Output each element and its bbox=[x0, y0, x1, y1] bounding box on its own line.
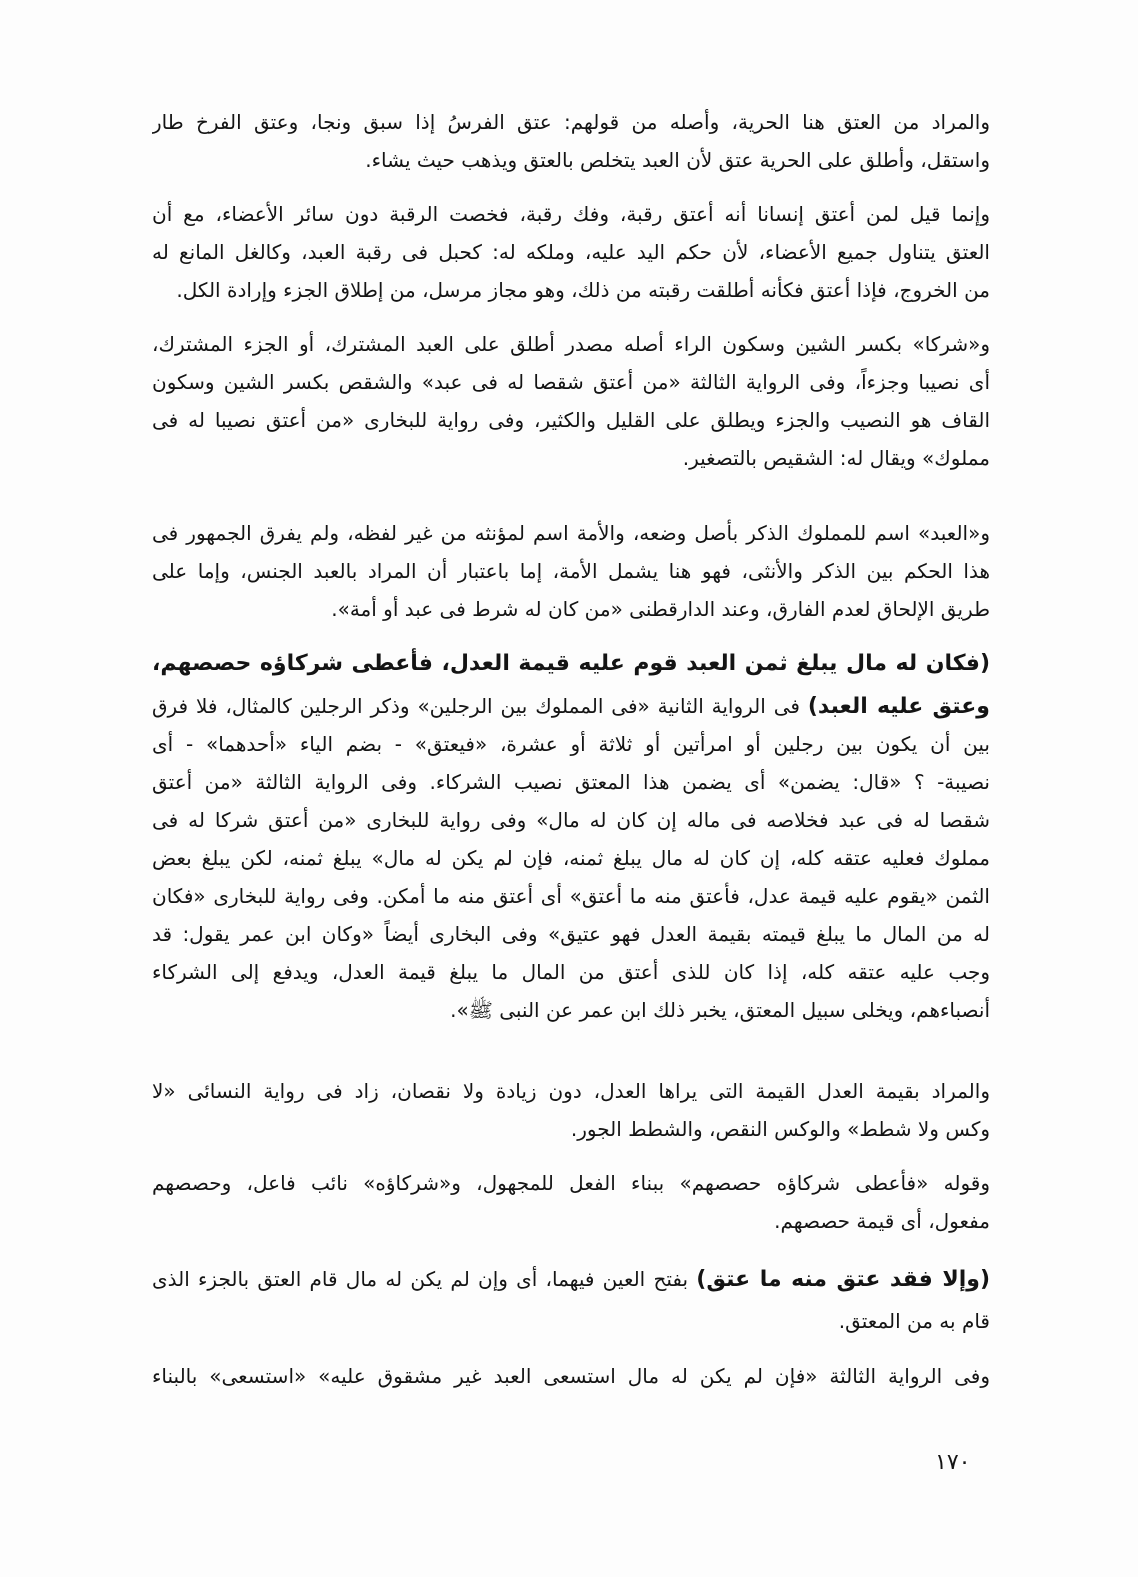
paragraph-line bbox=[152, 1110, 990, 1148]
line-text: وفى الرواية الثالثة «فإن لم يكن له مال استسعى العبد غير مشقوق عليه» «استسعى» بالبناء bbox=[152, 1364, 990, 1388]
line-text: قام به من المعتق. bbox=[838, 1309, 990, 1333]
paragraph-line bbox=[152, 439, 990, 477]
paragraph-line bbox=[152, 1302, 990, 1340]
paragraph-line bbox=[152, 763, 990, 801]
line-text: مفعول، أى قيمة حصصهم. bbox=[774, 1209, 990, 1233]
line-text: شقصا له فى عبد فخلاصه فى ماله إن كان له مال» وفى رواية للبخارى «من أعتق شركا له فى bbox=[152, 808, 990, 832]
paragraph-line bbox=[152, 401, 990, 439]
line-text: مملوك فعليه عتقه كله، إن كان له مال يبلغ ثمنه، فإن لم يكن له مال» يبلغ ثمنه، لكن يبلغ بعض bbox=[152, 846, 990, 870]
paragraph-line bbox=[152, 1260, 990, 1298]
line-text: و«شركا» بكسر الشين وسكون الراء أصله مصدر أطلق على العبد المشترك، أو الجزء المشترك، bbox=[152, 332, 990, 356]
line-text: له من المال ما يبلغ قيمته بقيمة العدل فهو عتيق» وفى البخارى أيضاً «وكان ابن عمر يقول: قد bbox=[152, 922, 990, 946]
line-text: والمراد بقيمة العدل القيمة التى يراها العدل، دون زيادة ولا نقصان، زاد فى رواية النسائى «لا bbox=[152, 1079, 990, 1103]
line-text: وكس ولا شطط» والوكس النقص، والشطط الجور. bbox=[570, 1117, 990, 1141]
paragraph-line bbox=[152, 953, 990, 991]
line-text: واستقل، وأطلق على الحرية عتق لأن العبد يتخلص بالعتق ويذهب حيث يشاء. bbox=[365, 148, 990, 172]
line-text: الثمن «يقوم عليه قيمة عدل، فأعتق منه ما أعتق» أى أعتق منه ما أمكن. وفى رواية للبخارى «فكان bbox=[152, 884, 990, 908]
paragraph-line bbox=[152, 725, 990, 763]
section-heading-line bbox=[152, 642, 990, 686]
paragraph-line bbox=[152, 801, 990, 839]
line-text: و«العبد» اسم للمملوك الذكر بأصل وضعه، والأمة اسم لمؤنثه من غير لفظه، ولم يفرق الجمهور فى bbox=[152, 521, 990, 545]
bold-hadith-quote: (وإلا فقد عتق منه ما عتق) bbox=[696, 1267, 990, 1292]
paragraph-line bbox=[152, 1357, 990, 1395]
line-text: القاف هو النصيب والجزء ويطلق على القليل والكثير، وفى رواية للبخارى «من أعتق نصيبا له فى bbox=[152, 408, 990, 432]
line-text: بين أن يكون بين رجلين أو امرأتين أو ثلاثة أو عشرة، «فيعتق» - بضم الياء «أحدهما» - أى bbox=[152, 732, 990, 756]
paragraph-line bbox=[152, 915, 990, 953]
paragraph-line bbox=[152, 552, 990, 590]
paragraph-line bbox=[152, 271, 990, 309]
paragraph-line bbox=[152, 233, 990, 271]
paragraph-line bbox=[152, 363, 990, 401]
paragraph-line bbox=[152, 877, 990, 915]
paragraph-line bbox=[152, 325, 990, 363]
line-text: نصيبة- ؟ «قال: يضمن» أى يضمن هذا المعتق نصيب الشركاء. وفى الرواية الثالثة «من أعتق bbox=[152, 770, 990, 794]
line-text: والمراد من العتق هنا الحرية، وأصله من قولهم: عتق الفرسُ إذا سبق ونجا، وعتق الفرخ طار bbox=[152, 110, 990, 134]
bold-hadith-quote: وعتق عليه العبد) bbox=[807, 694, 990, 719]
paragraph-line bbox=[152, 839, 990, 877]
paragraph-line bbox=[152, 991, 990, 1029]
line-text: مملوك» ويقال له: الشقيص بالتصغير. bbox=[682, 446, 990, 470]
paragraph-line bbox=[152, 103, 990, 141]
line-text: وإنما قيل لمن أعتق إنسانا أنه أعتق رقبة، وفك رقبة، فخصت الرقبة دون سائر الأعضاء، مع أن bbox=[152, 202, 990, 226]
paragraph-line bbox=[152, 1202, 990, 1240]
heading-text: (فكان له مال يبلغ ثمن العبد قوم عليه قيمة العدل، فأعطى شركاؤه حصصهم، bbox=[152, 651, 990, 676]
paragraph-line bbox=[152, 590, 990, 628]
paragraph-line bbox=[152, 687, 990, 725]
paragraph-line bbox=[152, 514, 990, 552]
line-text: من الخروج، فإذا أعتق فكأنه أطلقت رقبته من ذلك، وهو مجاز مرسل، من إطلاق الجزء وإرادة الكل. bbox=[176, 278, 990, 302]
line-text: بفتح العين فيهما، أى وإن لم يكن له مال قام العتق بالجزء الذى bbox=[152, 1267, 697, 1291]
line-text: أى نصيبا وجزءاً، وفى الرواية الثالثة «من أعتق شقصا له فى عبد» والشقص بكسر الشين وسكون bbox=[152, 370, 990, 394]
line-text: هذا الحكم بين الذكر والأنثى، فهو هنا يشمل الأمة، إما باعتبار أن المراد بالعبد الجنس، وإما على bbox=[152, 559, 990, 583]
line-text: العتق يتناول جميع الأعضاء، لأن حكم اليد عليه، وملكه له: كحبل فى رقبة العبد، وكالغل المانع له bbox=[152, 240, 990, 264]
paragraph-line bbox=[152, 195, 990, 233]
line-text: أنصباءهم، ويخلى سبيل المعتق، يخبر ذلك ابن عمر عن النبى ﷺ». bbox=[450, 998, 990, 1022]
paragraph-line bbox=[152, 141, 990, 179]
line-text: فى الرواية الثانية «فى المملوك بين الرجلين» وذكر الرجلين كالمثال، فلا فرق bbox=[152, 694, 808, 718]
paragraph-line bbox=[152, 1072, 990, 1110]
paragraph-line bbox=[152, 1164, 990, 1202]
page-number: ١٧٠ bbox=[935, 1450, 971, 1475]
line-text: طريق الإلحاق لعدم الفارق، وعند الدارقطنى «من كان له شرط فى عبد أو أمة». bbox=[331, 597, 990, 621]
line-text: وجب عليه عتقه كله، إذا كان للذى أعتق من المال ما يبلغ قيمة العدل، ويدفع إلى الشركاء bbox=[152, 960, 990, 984]
line-text: وقوله «فأعطى شركاؤه حصصهم» ببناء الفعل للمجهول، و«شركاؤه» نائب فاعل، وحصصهم bbox=[152, 1171, 990, 1195]
